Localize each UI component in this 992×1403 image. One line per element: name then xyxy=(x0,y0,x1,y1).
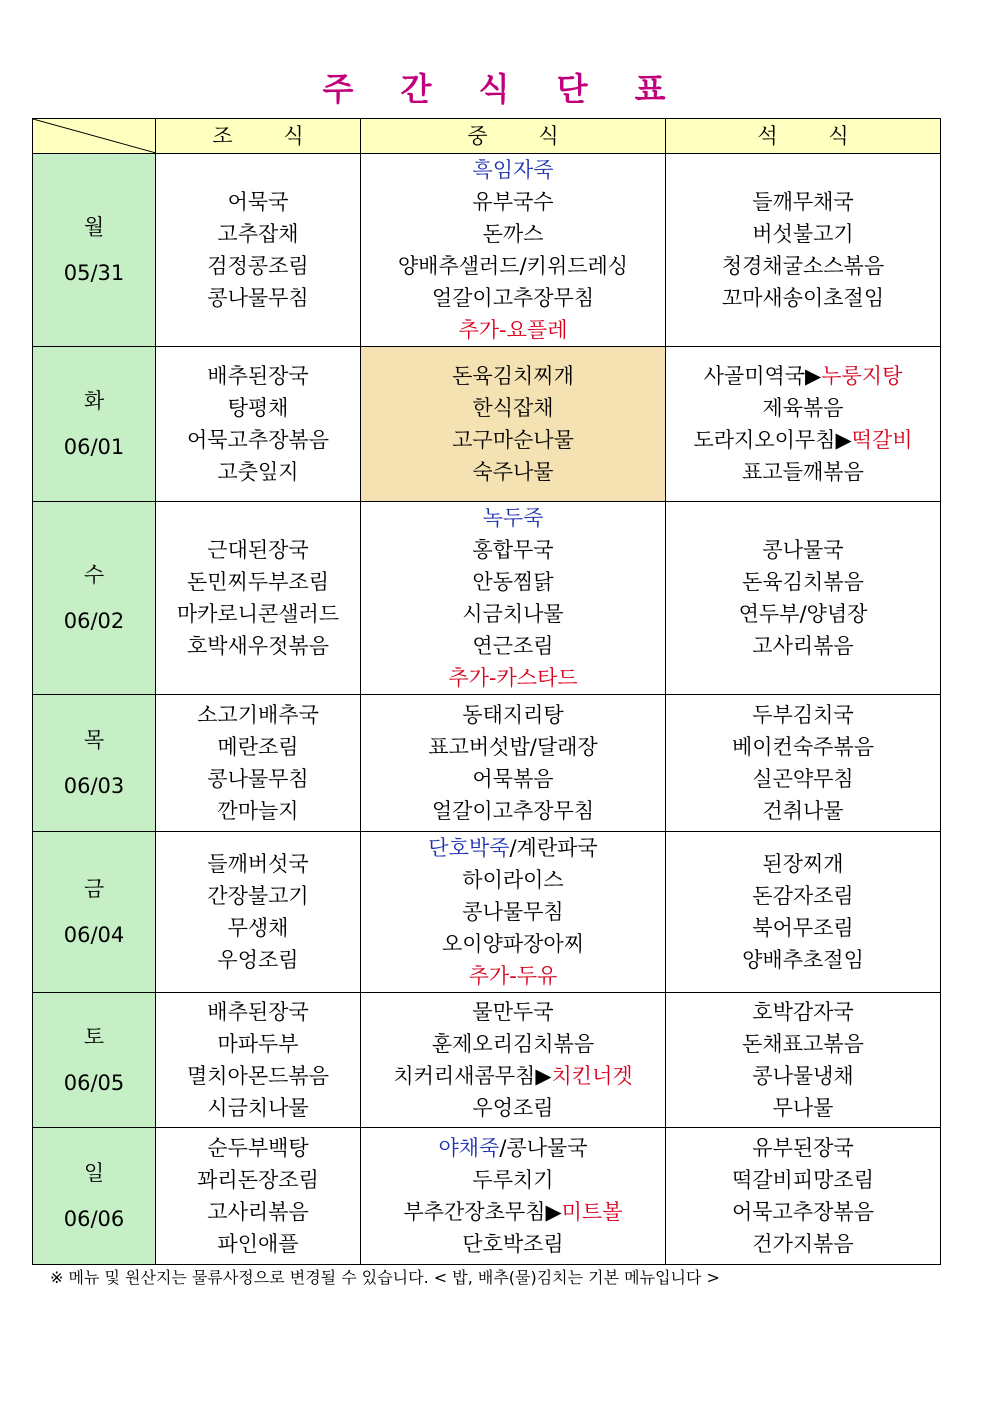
menu-item xyxy=(361,154,665,186)
menu-item-text: 하이라이스 xyxy=(462,868,564,892)
menu-item-text: 유부된장국 xyxy=(752,1136,854,1160)
menu-item-text: 콩나물무침 xyxy=(207,767,309,791)
menu-item xyxy=(361,662,665,694)
menu-item xyxy=(666,424,940,456)
day-row xyxy=(33,695,941,832)
menu-item xyxy=(361,1164,665,1196)
menu-item-text: 콩나물냉채 xyxy=(752,1064,854,1088)
porridge-label: 야채죽 xyxy=(438,1136,500,1160)
menu-item xyxy=(361,502,665,534)
menu-item xyxy=(666,880,940,912)
lunch-cell xyxy=(361,832,666,993)
menu-item-text: 어묵고추장볶음 xyxy=(186,428,329,452)
menu-item-text: 돈육김치볶음 xyxy=(742,570,864,594)
menu-item-text: 콩나물국 xyxy=(762,538,844,562)
menu-item xyxy=(361,731,665,763)
day-cell xyxy=(33,1128,156,1265)
menu-item xyxy=(361,314,665,346)
day-cell xyxy=(33,154,156,347)
menu-item xyxy=(361,1060,665,1092)
menu-item xyxy=(361,566,665,598)
menu-item xyxy=(156,598,360,630)
menu-item xyxy=(361,218,665,250)
menu-item-text: 유부국수 xyxy=(472,190,554,214)
menu-item xyxy=(361,630,665,662)
menu-item xyxy=(156,848,360,880)
menu-item-text: 돈채표고볶음 xyxy=(742,1032,864,1056)
menu-item xyxy=(156,996,360,1028)
menu-item-text: 돈민찌두부조림 xyxy=(186,570,329,594)
menu-item-text: 탕평채 xyxy=(227,396,289,420)
menu-item xyxy=(361,456,665,488)
day-row xyxy=(33,832,941,993)
menu-item-text: /계란파국 xyxy=(509,836,598,860)
day-cell xyxy=(33,695,156,832)
menu-item xyxy=(156,630,360,662)
menu-item-text: 추가-요플레 xyxy=(458,318,568,342)
menu-item-text: 두부김치국 xyxy=(752,703,854,727)
weekly-menu-table xyxy=(32,118,941,1265)
menu-item xyxy=(156,763,360,795)
menu-item-text: 들깨버섯국 xyxy=(207,852,309,876)
menu-item xyxy=(156,186,360,218)
dinner-cell xyxy=(666,695,941,832)
porridge-label: 단호박죽 xyxy=(428,836,510,860)
day-row xyxy=(33,502,941,695)
extra-item-text: 미트볼 xyxy=(561,1200,623,1224)
menu-item-text: 실곤약무침 xyxy=(752,767,854,791)
menu-item-text: 제육볶음 xyxy=(762,396,844,420)
day-name: 목 xyxy=(83,728,105,752)
menu-item-text: 간장불고기 xyxy=(207,884,309,908)
menu-item xyxy=(361,250,665,282)
menu-item xyxy=(666,250,940,282)
menu-item xyxy=(666,456,940,488)
menu-item-text: 무나물 xyxy=(772,1096,834,1120)
menu-item-text: 추가-두유 xyxy=(468,964,558,988)
day-date: 06/05 xyxy=(63,1071,125,1095)
menu-item-text: 물만두국 xyxy=(472,1000,554,1024)
menu-item xyxy=(361,424,665,456)
menu-item xyxy=(666,598,940,630)
menu-item xyxy=(666,848,940,880)
menu-item-text: 단호박조림 xyxy=(462,1232,564,1256)
dinner-cell xyxy=(666,154,941,347)
menu-item-text: 돈육김치찌개 xyxy=(452,364,574,388)
menu-item-text: 어묵고추장볶음 xyxy=(731,1200,874,1224)
menu-item xyxy=(666,282,940,314)
lunch-cell xyxy=(361,502,666,695)
menu-item xyxy=(361,896,665,928)
menu-item-text: 파인애플 xyxy=(217,1232,299,1256)
lunch-cell xyxy=(361,695,666,832)
dinner-cell xyxy=(666,1128,941,1265)
menu-item xyxy=(666,186,940,218)
menu-item xyxy=(666,944,940,976)
menu-item-text: 부추간장초무침▶ xyxy=(403,1200,562,1224)
menu-item-text: 연두부/양념장 xyxy=(738,602,868,626)
menu-item-text: 고구마순나물 xyxy=(452,428,574,452)
menu-item-text: 우엉조림 xyxy=(217,948,299,972)
menu-item xyxy=(361,960,665,992)
extra-item-text: 치킨너겟 xyxy=(551,1064,633,1088)
menu-item-text: 멸치아몬드볶음 xyxy=(186,1064,329,1088)
header-breakfast: 조 식 xyxy=(156,119,361,154)
menu-item xyxy=(361,996,665,1028)
menu-item xyxy=(156,795,360,827)
breakfast-cell xyxy=(156,993,361,1128)
page-title: 주 간 식 단 표 xyxy=(322,70,684,108)
menu-item xyxy=(361,1196,665,1228)
dinner-cell xyxy=(666,993,941,1128)
menu-item xyxy=(666,996,940,1028)
breakfast-cell xyxy=(156,1128,361,1265)
menu-item-text: 베이컨숙주볶음 xyxy=(731,735,874,759)
menu-item-text: 우엉조림 xyxy=(472,1096,554,1120)
menu-item-text: 검정콩조림 xyxy=(207,254,309,278)
menu-item-text: 순두부백탕 xyxy=(207,1136,309,1160)
menu-item xyxy=(361,186,665,218)
menu-item-text: 홍합무국 xyxy=(472,538,554,562)
menu-item-text: 흑임자죽 xyxy=(472,158,554,182)
menu-item xyxy=(361,699,665,731)
menu-item-text: 표고버섯밥/달래장 xyxy=(428,735,598,759)
menu-item-text: 호박감자국 xyxy=(752,1000,854,1024)
menu-item-text: 오이양파장아찌 xyxy=(441,932,584,956)
extra-item-text: 누룽지탕 xyxy=(821,364,903,388)
lunch-cell xyxy=(361,347,666,502)
day-cell xyxy=(33,993,156,1128)
day-name: 토 xyxy=(83,1025,105,1049)
menu-item xyxy=(156,1092,360,1124)
menu-item-text: 들깨무채국 xyxy=(752,190,854,214)
menu-item-text: 마카로니콘샐러드 xyxy=(176,602,340,626)
menu-item-text: 버섯불고기 xyxy=(752,222,854,246)
menu-item-text: /콩나물국 xyxy=(499,1136,588,1160)
menu-item xyxy=(156,282,360,314)
menu-item-text: 양배추샐러드/키위드레싱 xyxy=(397,254,629,278)
menu-item xyxy=(666,534,940,566)
menu-item xyxy=(156,699,360,731)
menu-item xyxy=(666,1228,940,1260)
menu-item-text: 두루치기 xyxy=(472,1168,554,1192)
menu-item-text: 건취나물 xyxy=(762,799,844,823)
menu-item-text: 꼬마새송이초절임 xyxy=(721,286,885,310)
header-lunch: 중 식 xyxy=(361,119,666,154)
menu-item xyxy=(666,1164,940,1196)
menu-item-text: 고춧잎지 xyxy=(217,460,299,484)
dinner-cell xyxy=(666,832,941,993)
breakfast-cell xyxy=(156,347,361,502)
menu-item-text: 어묵국 xyxy=(227,190,289,214)
menu-item xyxy=(156,731,360,763)
menu-item-text: 배추된장국 xyxy=(207,1000,309,1024)
menu-item-text: 녹두죽 xyxy=(482,506,544,530)
menu-item xyxy=(666,630,940,662)
menu-item-text: 무생채 xyxy=(227,916,289,940)
menu-item xyxy=(156,1028,360,1060)
day-row xyxy=(33,993,941,1128)
menu-item xyxy=(666,795,940,827)
menu-item xyxy=(666,566,940,598)
menu-item xyxy=(361,832,665,864)
day-cell xyxy=(33,832,156,993)
menu-item-text: 고사리볶음 xyxy=(752,634,854,658)
menu-item-text: 고사리볶음 xyxy=(207,1200,309,1224)
menu-item-text: 돈감자조림 xyxy=(752,884,854,908)
menu-item-text: 돈까스 xyxy=(482,222,544,246)
menu-item xyxy=(156,1164,360,1196)
menu-item-text: 깐마늘지 xyxy=(217,799,299,823)
menu-item-text: 어묵볶음 xyxy=(472,767,554,791)
day-row xyxy=(33,1128,941,1265)
day-row xyxy=(33,347,941,502)
day-date: 06/01 xyxy=(63,435,125,459)
menu-item xyxy=(666,1092,940,1124)
menu-item-text: 호박새우젓볶음 xyxy=(186,634,329,658)
menu-body xyxy=(33,154,941,1265)
day-name: 월 xyxy=(83,215,105,239)
day-date: 06/04 xyxy=(63,923,125,947)
menu-item-text: 건가지볶음 xyxy=(752,1232,854,1256)
menu-item xyxy=(666,360,940,392)
day-cell xyxy=(33,502,156,695)
menu-item-text: 한식잡채 xyxy=(472,396,554,420)
day-date: 06/03 xyxy=(63,774,125,798)
menu-item xyxy=(156,566,360,598)
menu-item xyxy=(361,1228,665,1260)
menu-item-text: 고추잡채 xyxy=(217,222,299,246)
menu-item-text: 배추된장국 xyxy=(207,364,309,388)
menu-item-text: 근대된장국 xyxy=(207,538,309,562)
menu-item xyxy=(156,912,360,944)
menu-item xyxy=(156,1132,360,1164)
day-date: 06/02 xyxy=(63,609,125,633)
menu-item-text: 안동찜닭 xyxy=(472,570,554,594)
day-date: 05/31 xyxy=(63,261,125,285)
menu-item xyxy=(666,1060,940,1092)
menu-item-text: 얼갈이고추장무침 xyxy=(431,799,595,823)
lunch-cell xyxy=(361,993,666,1128)
menu-item xyxy=(156,944,360,976)
menu-item xyxy=(666,218,940,250)
menu-item-text: 북어무조림 xyxy=(752,916,854,940)
header-row xyxy=(33,119,941,154)
menu-item xyxy=(666,912,940,944)
menu-item xyxy=(666,731,940,763)
menu-item xyxy=(156,392,360,424)
menu-item xyxy=(666,392,940,424)
menu-item xyxy=(361,360,665,392)
breakfast-cell xyxy=(156,832,361,993)
menu-item xyxy=(361,763,665,795)
menu-item-text: 시금치나물 xyxy=(462,602,564,626)
lunch-cell xyxy=(361,1128,666,1265)
menu-item xyxy=(361,928,665,960)
menu-item xyxy=(666,763,940,795)
lunch-cell xyxy=(361,154,666,347)
menu-item xyxy=(156,1196,360,1228)
menu-item-text: 훈제오리김치볶음 xyxy=(431,1032,595,1056)
menu-item xyxy=(666,1028,940,1060)
menu-item xyxy=(361,1028,665,1060)
breakfast-cell xyxy=(156,695,361,832)
menu-item-text: 메란조림 xyxy=(217,735,299,759)
menu-item-text: 사골미역국▶ xyxy=(703,364,822,388)
menu-item xyxy=(361,534,665,566)
menu-item-text: 양배추초절임 xyxy=(742,948,864,972)
menu-item-text: 동태지리탕 xyxy=(462,703,564,727)
menu-item xyxy=(666,1196,940,1228)
day-row xyxy=(33,154,941,347)
menu-item-text: 콩나물무침 xyxy=(462,900,564,924)
menu-item xyxy=(361,1092,665,1124)
menu-item-text: 추가-카스타드 xyxy=(448,666,578,690)
day-name: 일 xyxy=(83,1161,105,1185)
menu-item xyxy=(156,1228,360,1260)
menu-item xyxy=(361,795,665,827)
corner-cell xyxy=(33,119,156,154)
menu-item xyxy=(156,880,360,912)
day-name: 수 xyxy=(83,563,105,587)
menu-item xyxy=(361,1132,665,1164)
footnote: ※ 메뉴 및 원산지는 물류사정으로 변경될 수 있습니다. < 밥, 배추(물)김치는 기본 메뉴입니다 > xyxy=(50,1268,720,1287)
day-name: 화 xyxy=(83,389,105,413)
dinner-cell xyxy=(666,347,941,502)
breakfast-cell xyxy=(156,502,361,695)
menu-item-text: 된장찌개 xyxy=(762,852,844,876)
menu-item-text: 청경채굴소스볶음 xyxy=(721,254,885,278)
day-date: 06/06 xyxy=(63,1207,125,1231)
menu-item xyxy=(156,424,360,456)
menu-item-text: 꽈리돈장조림 xyxy=(197,1168,319,1192)
menu-item-text: 마파두부 xyxy=(217,1032,299,1056)
menu-item xyxy=(361,864,665,896)
menu-item xyxy=(361,282,665,314)
menu-item xyxy=(156,1060,360,1092)
breakfast-cell xyxy=(156,154,361,347)
diagonal-line xyxy=(33,119,156,153)
menu-item-text: 도라지오이무침▶ xyxy=(693,428,852,452)
menu-item xyxy=(361,598,665,630)
menu-item-text: 숙주나물 xyxy=(472,460,554,484)
extra-item-text: 떡갈비 xyxy=(851,428,913,452)
menu-item xyxy=(156,456,360,488)
dinner-cell xyxy=(666,502,941,695)
menu-item xyxy=(156,250,360,282)
menu-item-text: 떡갈비피망조림 xyxy=(731,1168,874,1192)
day-name: 금 xyxy=(83,877,105,901)
menu-item-text: 소고기배추국 xyxy=(197,703,319,727)
menu-item-text: 콩나물무침 xyxy=(207,286,309,310)
menu-item-text: 치커리새콤무침▶ xyxy=(393,1064,552,1088)
menu-item-text: 얼갈이고추장무침 xyxy=(431,286,595,310)
menu-item xyxy=(666,1132,940,1164)
header-dinner: 석 식 xyxy=(666,119,941,154)
menu-item-text: 시금치나물 xyxy=(207,1096,309,1120)
menu-item-text: 표고들깨볶음 xyxy=(742,460,864,484)
menu-item xyxy=(156,360,360,392)
menu-item xyxy=(156,534,360,566)
menu-item xyxy=(666,699,940,731)
day-cell xyxy=(33,347,156,502)
menu-item xyxy=(156,218,360,250)
menu-item xyxy=(361,392,665,424)
menu-item-text: 연근조림 xyxy=(472,634,554,658)
